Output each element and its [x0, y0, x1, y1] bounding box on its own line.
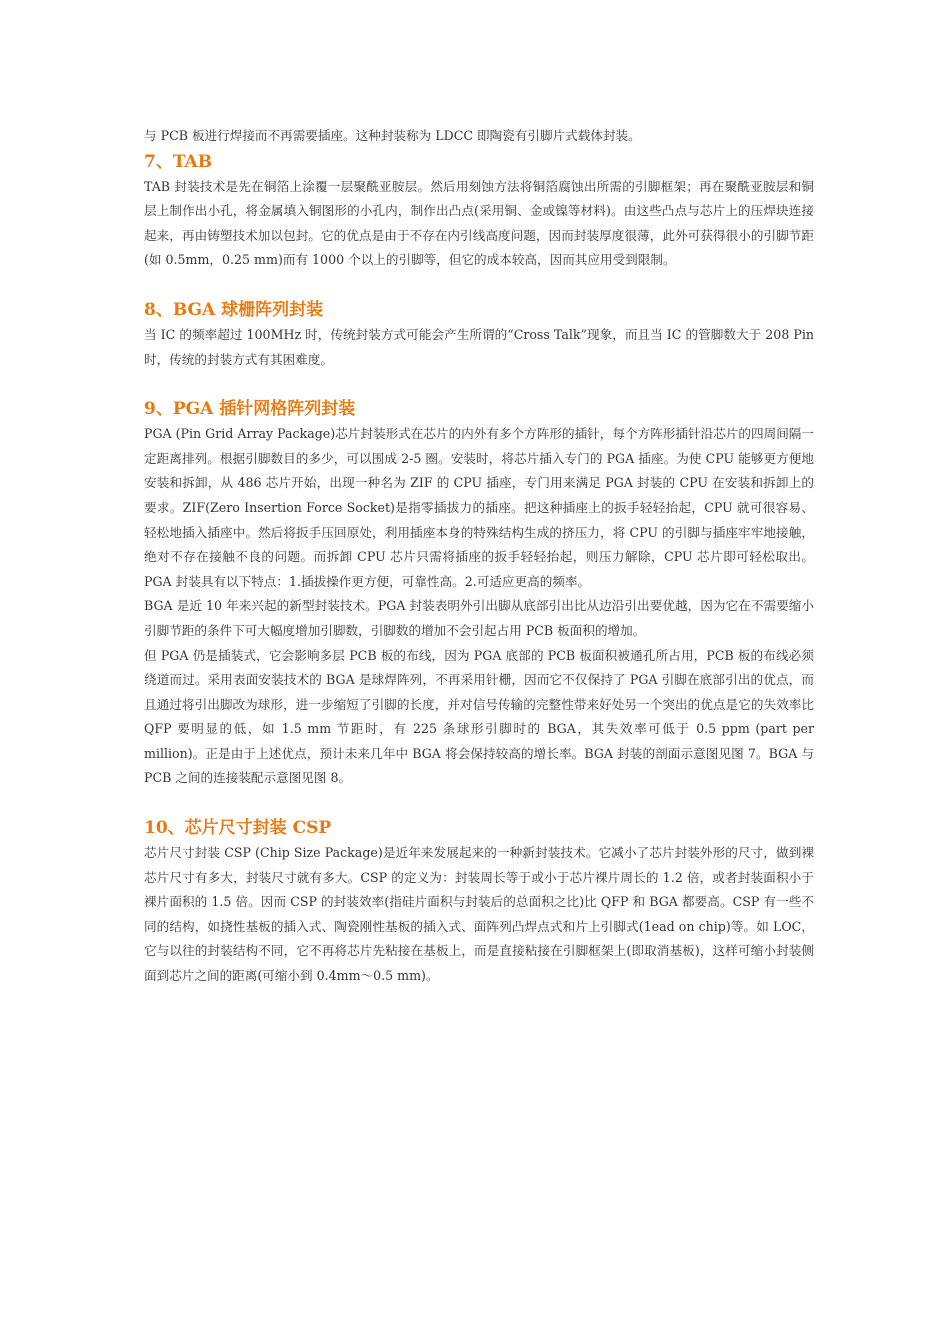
- bga-paragraph: 当 IC 的频率超过 100MHz 时，传统封装方式可能会产生所谓的“Cross Talk”现象，而且当 IC 的管脚数大于 208 Pin 时，传统的封装方式有其困难度。: [144, 326, 814, 367]
- pga-paragraph-1: PGA (Pin Grid Array Package)芯片封装形式在芯片的内外有多个方阵形的插针，每个方阵形插针沿芯片的四周间隔一定距离排列。根据引脚数目的多少，可以围成 2-5 圈。安装时，将芯片插入专门的 PGA 插座。为使 CPU 能够更方便地安装和拆卸，从 486 芯片开始，出现一种名为 ZIF 的 CPU 插座，专门用来满足 PGA 封装的 CPU 在安装和拆卸上的要求。ZIF(Zero Insertion Force Socket)是指零插拔力的插座。把这种插座上的扳手轻轻抬起，CPU 就可很容易、轻松地插入插座中。然后将扳手压回原处，利用插座本身的特殊结构生成的挤压力，将 CPU 的引脚与插座牢牢地接触，绝对不存在接触不良的问题。而拆卸 CPU 芯片只需将插座的扳手轻轻抬起，则压力解除，CPU 芯片即可轻松取出。PGA 封装具有以下特点：1.插拔操作更方便，可靠性高。2.可适应更高的频率。: [144, 426, 814, 589]
- section-spacer: [144, 372, 814, 396]
- csp-paragraph: 芯片尺寸封装 CSP (Chip Size Package)是近年来发展起来的一种新封装技术。它减小了芯片封装外形的尺寸，做到裸芯片尺寸有多大，封装尺寸就有多大。CSP 的定义为：封装周长等于或小于芯片裸片周长的 1.2 倍，或者封装面积小于裸片面积的 1.5 倍。因而 CSP 的封装效率(指硅片面积与封装后的总面积之比)比 QFP 和 BGA 都要高。CSP 有一些不同的结构，如挠性基板的插入式、陶瓷刚性基板的插入式、面阵列凸焊点式和片上引脚式(1ead on chip)等。如 LOC，它与以往的封装结构不同，它不再将芯片先粘接在基板上，而是直接粘接在引脚框架上(即取消基板)，这样可缩小封装侧面到芯片之间的距离(可缩小到 0.4mm～0.5 mm)。: [144, 845, 814, 984]
- pga-paragraph-3: 但 PGA 仍是插装式，它会影响多层 PCB 板的布线，因为 PGA 底部的 PCB 板面积被通孔所占用，PCB 板的布线必须绕道而过。采用表面安装技术的 BGA 是球焊阵列，不再采用针栅，因而它不仅保持了 PGA 引脚在底部引出的优点，而且通过将引出脚改为球形，进一步缩短了引脚的长度，并对信号传输的完整性带来好处另一个突出的优点是它的失效率比 QFP 要明显的低，如 1.5 mm 节距时，有 225 条球形引脚时的 BGA，其失效率可低于 0.5 ppm (part per million)。正是由于上述优点，预计未来几年中 BGA 将会保持较高的增长率。BGA 封装的剖面示意图见图 7。BGA 与 PCB 之间的连接装配示意图见图 8。: [144, 647, 814, 786]
- section-heading-pga: 9、PGA 插针网格阵列封装: [144, 399, 356, 420]
- tab-paragraph: TAB 封装技术是先在铜箔上涂覆一层聚酰亚胺层。然后用刻蚀方法将铜箔腐蚀出所需的引脚框架；再在聚酰亚胺层和铜层上制作出小孔，将金属填入铜图形的小孔内，制作出凸点(采用铜、金或镍等材料)。由这些凸点与芯片上的压焊块连接起来，再由铸塑技术加以包封。它的优点是由于不存在内引线高度问题，因而封装厚度很薄，此外可获得很小的引脚节距(如 0.5mm，0.25 mm)而有 1000 个以上的引脚等，但它的成本较高，因而其应用受到限制。: [144, 178, 814, 268]
- section-spacer: [144, 273, 814, 297]
- pga-paragraph-2: BGA 是近 10 年来兴起的新型封装技术。PGA 封装表明外引出脚从底部引出比从边沿引出要优越，因为它在不需要缩小引脚节距的条件下可大幅度增加引脚数，引脚数的增加不会引起占用 PCB 板面积的增加。: [144, 598, 814, 638]
- section-heading-csp: 10、芯片尺寸封装 CSP: [144, 818, 332, 839]
- document-page: [144, 124, 814, 989]
- section-spacer: [144, 791, 814, 815]
- section-heading-tab: 7、TAB: [144, 151, 213, 172]
- intro-paragraph: 与 PCB 板进行焊接而不再需要插座。这种封装称为 LDCC 即陶瓷有引脚片式载体封装。: [144, 128, 641, 143]
- section-heading-bga: 8、BGA 球栅阵列封装: [144, 299, 324, 320]
